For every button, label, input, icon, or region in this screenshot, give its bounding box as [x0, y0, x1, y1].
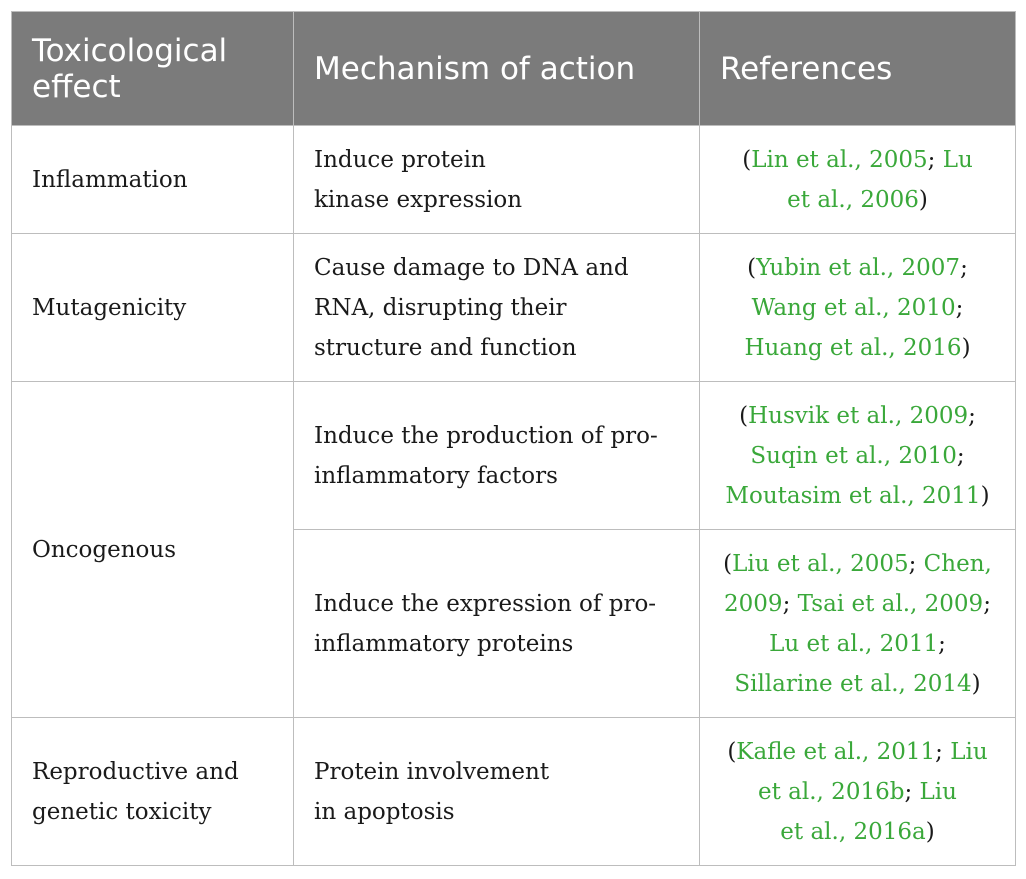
citation-punctuation: ; — [904, 778, 920, 805]
cell-line: in apoptosis — [314, 798, 455, 825]
table-row — [12, 126, 1016, 234]
references-cell — [700, 382, 1016, 530]
citation-link[interactable]: Chen, — [923, 550, 992, 577]
effect-cell: Inflammation — [12, 126, 294, 234]
header-row — [12, 12, 1016, 126]
citation-link[interactable]: Lu — [942, 146, 973, 173]
cell-line: Reproductive and — [32, 758, 239, 785]
citation-punctuation: ) — [925, 818, 935, 845]
citation-punctuation: ( — [747, 254, 757, 281]
effect-cell: Mutagenicity — [12, 234, 294, 382]
citation-link[interactable]: et al., 2016b — [758, 778, 905, 805]
cell-line: Cause damage to DNA and — [314, 254, 629, 281]
references-cell — [700, 530, 1016, 718]
citation-link[interactable]: Kafle et al., 2011 — [736, 738, 936, 765]
mechanism-cell — [294, 382, 700, 530]
effect-cell: Oncogenous — [12, 382, 294, 718]
mechanism-cell — [294, 126, 700, 234]
table-row — [12, 718, 1016, 866]
cell-line: inflammatory factors — [314, 462, 558, 489]
citation-punctuation: ; — [927, 146, 943, 173]
header-mechanism: Mechanism of action — [294, 12, 700, 126]
citation-link[interactable]: Wang et al., 2010 — [751, 294, 956, 321]
table-row — [12, 382, 1016, 530]
citation-punctuation: ; — [938, 630, 946, 657]
citation-punctuation: ( — [723, 550, 733, 577]
citation-punctuation: ( — [742, 146, 752, 173]
cell-line: genetic toxicity — [32, 798, 212, 825]
cell-line: Induce the expression of pro- — [314, 590, 657, 617]
table-row — [12, 234, 1016, 382]
cell-line: Protein involvement — [314, 758, 550, 785]
cell-line: Induce protein — [314, 146, 486, 173]
citation-punctuation: ; — [960, 254, 968, 281]
citation-punctuation: ) — [961, 334, 971, 361]
citation-punctuation: ( — [727, 738, 737, 765]
mechanism-cell — [294, 234, 700, 382]
citation-link[interactable]: Yubin et al., 2007 — [756, 254, 961, 281]
citation-punctuation: ; — [955, 294, 964, 321]
citation-punctuation: ; — [983, 590, 991, 617]
cell-line: RNA, disrupting their — [314, 294, 567, 321]
citation-link[interactable]: Liu et al., 2005 — [732, 550, 909, 577]
citation-link[interactable]: Liu — [950, 738, 988, 765]
citation-link[interactable]: Suqin et al., 2010 — [750, 442, 957, 469]
citation-link[interactable]: Sillarine et al., 2014 — [734, 670, 972, 697]
citation-link[interactable]: Lu et al., 2011 — [769, 630, 939, 657]
citation-link[interactable]: Lin et al., 2005 — [751, 146, 928, 173]
citation-link[interactable]: et al., 2016a — [780, 818, 926, 845]
citation-link[interactable]: Moutasim et al., 2011 — [725, 482, 981, 509]
cell-line: inflammatory proteins — [314, 630, 574, 657]
citation-punctuation: ; — [968, 402, 976, 429]
mechanism-cell — [294, 530, 700, 718]
citation-punctuation: ; — [935, 738, 951, 765]
citation-link[interactable]: et al., 2006 — [787, 186, 919, 213]
references-cell — [700, 718, 1016, 866]
citation-link[interactable]: Huang et al., 2016 — [744, 334, 962, 361]
citation-punctuation: ; — [956, 442, 965, 469]
citation-punctuation: ; — [782, 590, 798, 617]
cell-line: kinase expression — [314, 186, 523, 213]
citation-punctuation: ) — [980, 482, 990, 509]
header-effect — [12, 12, 294, 126]
citation-link[interactable]: Tsai et al., 2009 — [797, 590, 984, 617]
citation-punctuation: ; — [908, 550, 924, 577]
references-cell — [700, 126, 1016, 234]
cell-line: structure and function — [314, 334, 577, 361]
citation-punctuation: ( — [739, 402, 749, 429]
toxicology-table — [11, 11, 1016, 866]
effect-cell — [12, 718, 294, 866]
mechanism-cell — [294, 718, 700, 866]
header-effect-line1: Toxicological — [32, 32, 228, 69]
references-cell — [700, 234, 1016, 382]
citation-link[interactable]: Husvik et al., 2009 — [748, 402, 969, 429]
citation-punctuation: ) — [971, 670, 981, 697]
citation-link[interactable]: 2009 — [724, 590, 783, 617]
citation-punctuation: ) — [918, 186, 928, 213]
header-effect-line2: effect — [32, 68, 121, 105]
header-references: References — [700, 12, 1016, 126]
cell-line: Induce the production of pro- — [314, 422, 658, 449]
citation-link[interactable]: Liu — [919, 778, 957, 805]
